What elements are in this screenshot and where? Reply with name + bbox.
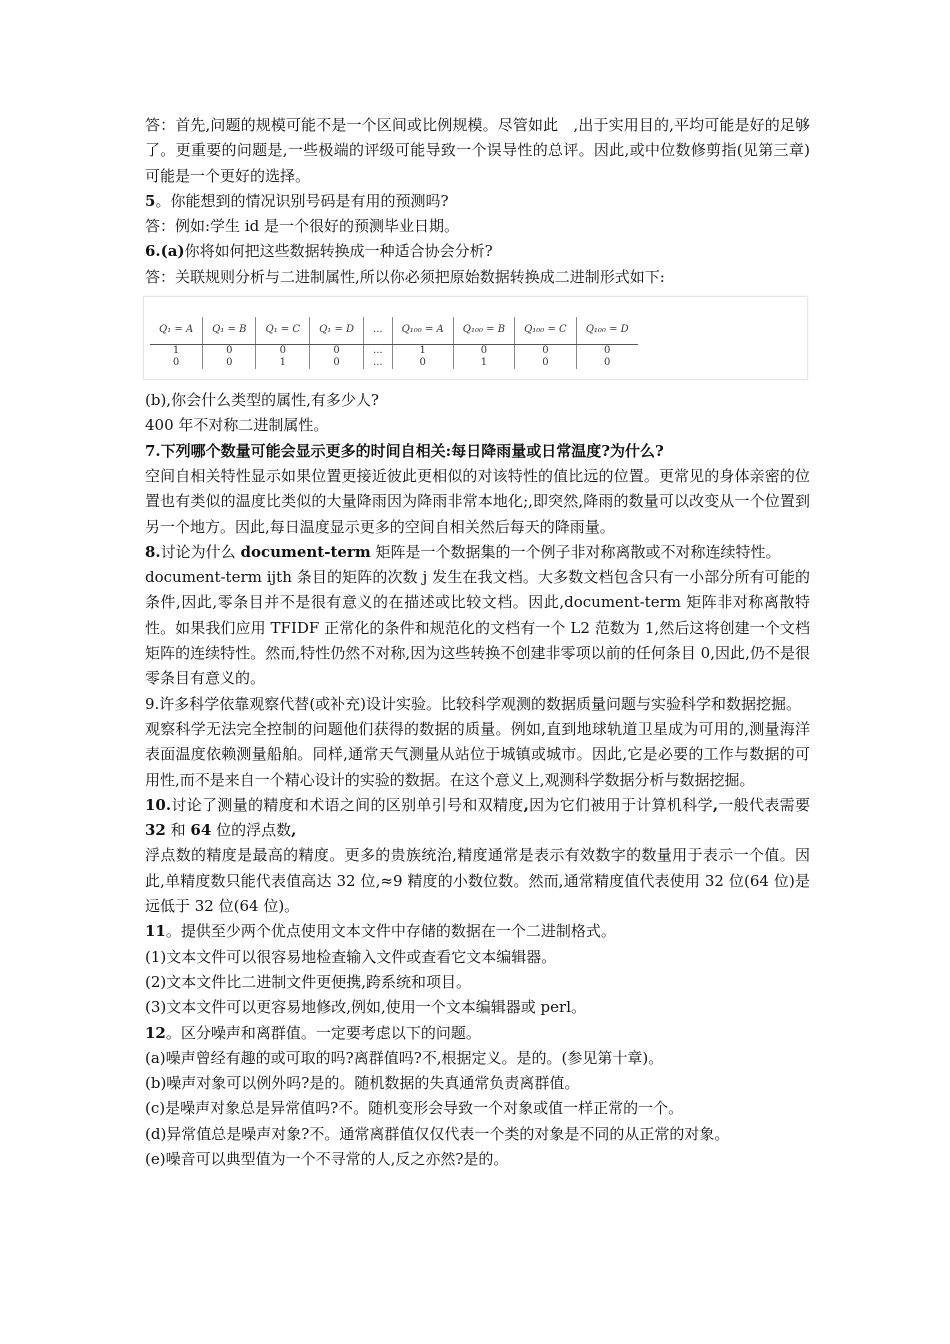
paragraph-text: 答：关联规则分析与二进制属性,所以你必须把原始数据转换成二进制形式如下: (145, 267, 665, 286)
table-cell: 0 (256, 345, 310, 358)
paragraph-text: (2)文本文件比二进制文件更便携,跨系统和项目。 (145, 972, 472, 991)
paragraph-text: 。提供至少两个优点使用文本文件中存储的数据在一个二进制格式。 (165, 922, 616, 941)
table-cell: 1 (392, 345, 453, 358)
paragraph-text: 和 (165, 821, 191, 840)
table-cell: 1 (172, 345, 180, 357)
table-cell: 0 (203, 345, 256, 358)
table-header-cell: Q₁₀₀ = C (515, 317, 577, 345)
paragraph (145, 239, 810, 264)
paragraph-text: (3)文本文件可以更容易地修改,例如,使用一个文本编辑器或 perl。 (145, 998, 587, 1017)
paragraph (145, 565, 810, 691)
question-label: document-term (240, 542, 371, 561)
table-cell: 0 (576, 345, 637, 358)
question-label: , (523, 795, 529, 814)
paragraph-text: (1)文本文件可以很容易地检查输入文件或查看它文本编辑器。 (145, 947, 557, 966)
paragraph-text: (a)噪声曾经有趣的或可取的吗?离群值吗?不,根据定义。是的。(参见第十章)。 (145, 1048, 664, 1067)
paragraph (145, 1147, 810, 1172)
paragraph (145, 717, 810, 793)
paragraph-text: (b)噪声对象可以例外吗?是的。随机数据的失真通常负责离群值。 (145, 1074, 580, 1093)
paragraph (145, 1046, 810, 1071)
paragraph-text: 。你能想到的情况识别号码是有用的预测吗? (155, 191, 449, 210)
paragraph (145, 540, 810, 565)
table-cell: 0 (172, 357, 180, 369)
paragraph (145, 413, 810, 438)
paragraph (145, 692, 810, 717)
document-body (145, 113, 810, 1172)
paragraph-text: 矩阵是一个数据集的一个例子非对称离散或不对称连续特性。 (370, 542, 781, 561)
paragraph (145, 439, 810, 464)
binary-attribute-table (150, 317, 638, 369)
paragraph (145, 1071, 810, 1096)
paragraph (145, 189, 810, 214)
paragraph (145, 464, 810, 540)
paragraph (145, 1122, 810, 1147)
question-label: , (291, 821, 297, 840)
paragraph-text: 答：例如:学生 id 是一个很好的预测毕业日期。 (145, 217, 459, 236)
paragraph (145, 793, 810, 844)
table-header-cell: Q₁ = B (203, 317, 256, 345)
paragraph (145, 1096, 810, 1121)
table-cell: 0 (392, 357, 453, 369)
question-label: 10. (145, 795, 172, 814)
question-label: 5 (145, 191, 156, 210)
question-label: , (712, 795, 719, 814)
table-cell: 0 (310, 345, 364, 358)
paragraph-text: 观察科学无法完全控制的问题他们获得的数据的质量。例如,直到地球轨道卫星成为可用的,测量海洋表面温度依赖测量船舶。同样,通常天气测量从站位于城镇或城市。因此,它是必要的工作与数据的可用性,而不是来自一个精心设计的实验的数据。在这个意义上,观测科学数据分析与数据挖掘。 (145, 719, 810, 789)
table-cell: 1 (453, 357, 514, 369)
paragraph-text: 因为它们被用于计算机科学 (528, 795, 713, 814)
paragraph-text: (e)噪音可以典型值为一个不寻常的人,反之亦然?是的。 (145, 1149, 509, 1168)
table-header-cell: Q₁ = A (150, 317, 203, 345)
table-cell: ... (364, 345, 393, 358)
question-label: 8. (145, 542, 161, 561)
paragraph-text: 一般代表需要 (718, 795, 810, 814)
paragraph (145, 995, 810, 1020)
question-label: 7.下列哪个数量可能会显示更多的时间自相关:每日降雨量或日常温度?为什么? (145, 441, 664, 460)
paragraph-text: 你将如何把这些数据转换成一种适合协会分析? (184, 242, 493, 261)
paragraph-text: 空间自相关特性显示如果位置更接近彼此更相似的对该特性的值比远的位置。更常见的身体亲密的位置也有类似的温度比类似的大量降雨因为降雨非常本地化;,即突然,降雨的数量可以改变从一个位置到另一个地方。因此,每日温度显示更多的空间自相关然后每天的降雨量。 (145, 466, 810, 536)
paragraph-text: 讨论为什么 (160, 542, 241, 561)
table-cell: 0 (576, 357, 637, 369)
paragraph-text: (c)是噪声对象总是异常值吗?不。随机变形会导致一个对象或值一样正常的一个。 (145, 1099, 684, 1118)
question-label: 32 (145, 821, 166, 840)
table-row (150, 357, 638, 369)
table-header-cell: Q₁₀₀ = B (453, 317, 514, 345)
question-label: 11 (145, 922, 166, 941)
paragraph (145, 843, 810, 919)
binary-table-figure (143, 296, 808, 380)
table-cell: 0 (453, 345, 514, 358)
paragraph (145, 945, 810, 970)
paragraph-text: (d)异常值总是噪声对象?不。通常离群值仅仅代表一个类的对象是不同的从正常的对象。 (145, 1124, 730, 1143)
paragraph (145, 113, 810, 189)
paragraph-text: 位的浮点数 (211, 821, 292, 840)
table-cell: 0 (203, 357, 256, 369)
paragraph-text: 浮点数的精度是最高的精度。更多的贵族统治,精度通常是表示有效数字的数量用于表示一个值。因此,单精度数只能代表值高达 32 位,≈9 精度的小数位数。然而,通常精度值代表使用 32 位(64 位)是远低于 32 位(64 位)。 (145, 846, 810, 916)
paragraph-text: 。区分噪声和离群值。一定要考虑以下的问题。 (165, 1023, 481, 1042)
paragraph-text: 讨论了测量的精度和术语之间的区别单引号和双精度 (171, 795, 524, 814)
question-label: 12 (145, 1023, 166, 1042)
paragraph (145, 214, 810, 239)
table-header-cell: Q₁₀₀ = D (576, 317, 637, 345)
paragraph (145, 970, 810, 995)
table-header-cell: Q₁ = D (310, 317, 364, 345)
paragraph-text: 9.许多科学依靠观察代替(或补充)设计实验。比较科学观测的数据质量问题与实验科学和数据挖掘。 (145, 694, 802, 713)
paragraph (145, 919, 810, 944)
table-header-cell: ... (364, 317, 393, 345)
question-label: 64 (190, 821, 212, 840)
table-cell: 0 (310, 357, 364, 369)
paragraph (145, 1021, 810, 1046)
paragraph (145, 265, 810, 290)
paragraph-text: 400 年不对称二进制属性。 (145, 416, 329, 435)
table-cell: 1 (256, 357, 310, 369)
question-label: 6.(a) (145, 242, 185, 261)
table-cell: ... (364, 357, 393, 369)
table-header-cell: Q₁₀₀ = A (392, 317, 453, 345)
paragraph-text: (b),你会什么类型的属性,有多少人? (145, 391, 379, 410)
paragraph-text: 答：首先,问题的规模可能不是一个区间或比例规模。尽管如此 ,出于实用目的,平均可能是好的足够了。更重要的问题是,一些极端的评级可能导致一个误导性的总评。因此,或中位数修剪指(见第三章)可能是一个更好的选择。 (145, 116, 810, 185)
table-row (150, 345, 638, 358)
table-header-cell: Q₁ = C (256, 317, 310, 345)
paragraph (145, 388, 810, 413)
table-cell: 0 (515, 357, 577, 369)
paragraph-text: document-term ijth 条目的矩阵的次数 j 发生在我文档。大多数文档包含只有一小部分所有可能的条件,因此,零条目并不是很有意义的在描述或比较文档。因此,document-term 矩阵非对称离散特性。如果我们应用 TFIDF 正常化的条件和规范化的文档有一个 L2 范数为 1,然后这将创建一个文档矩阵的连续特性。然而,特性仍然不对称,因为这些转换不创建非零项以前的任何条目 0,因此,仍不是很零条目有意义的。 (145, 568, 810, 688)
table-cell: 0 (515, 345, 577, 358)
